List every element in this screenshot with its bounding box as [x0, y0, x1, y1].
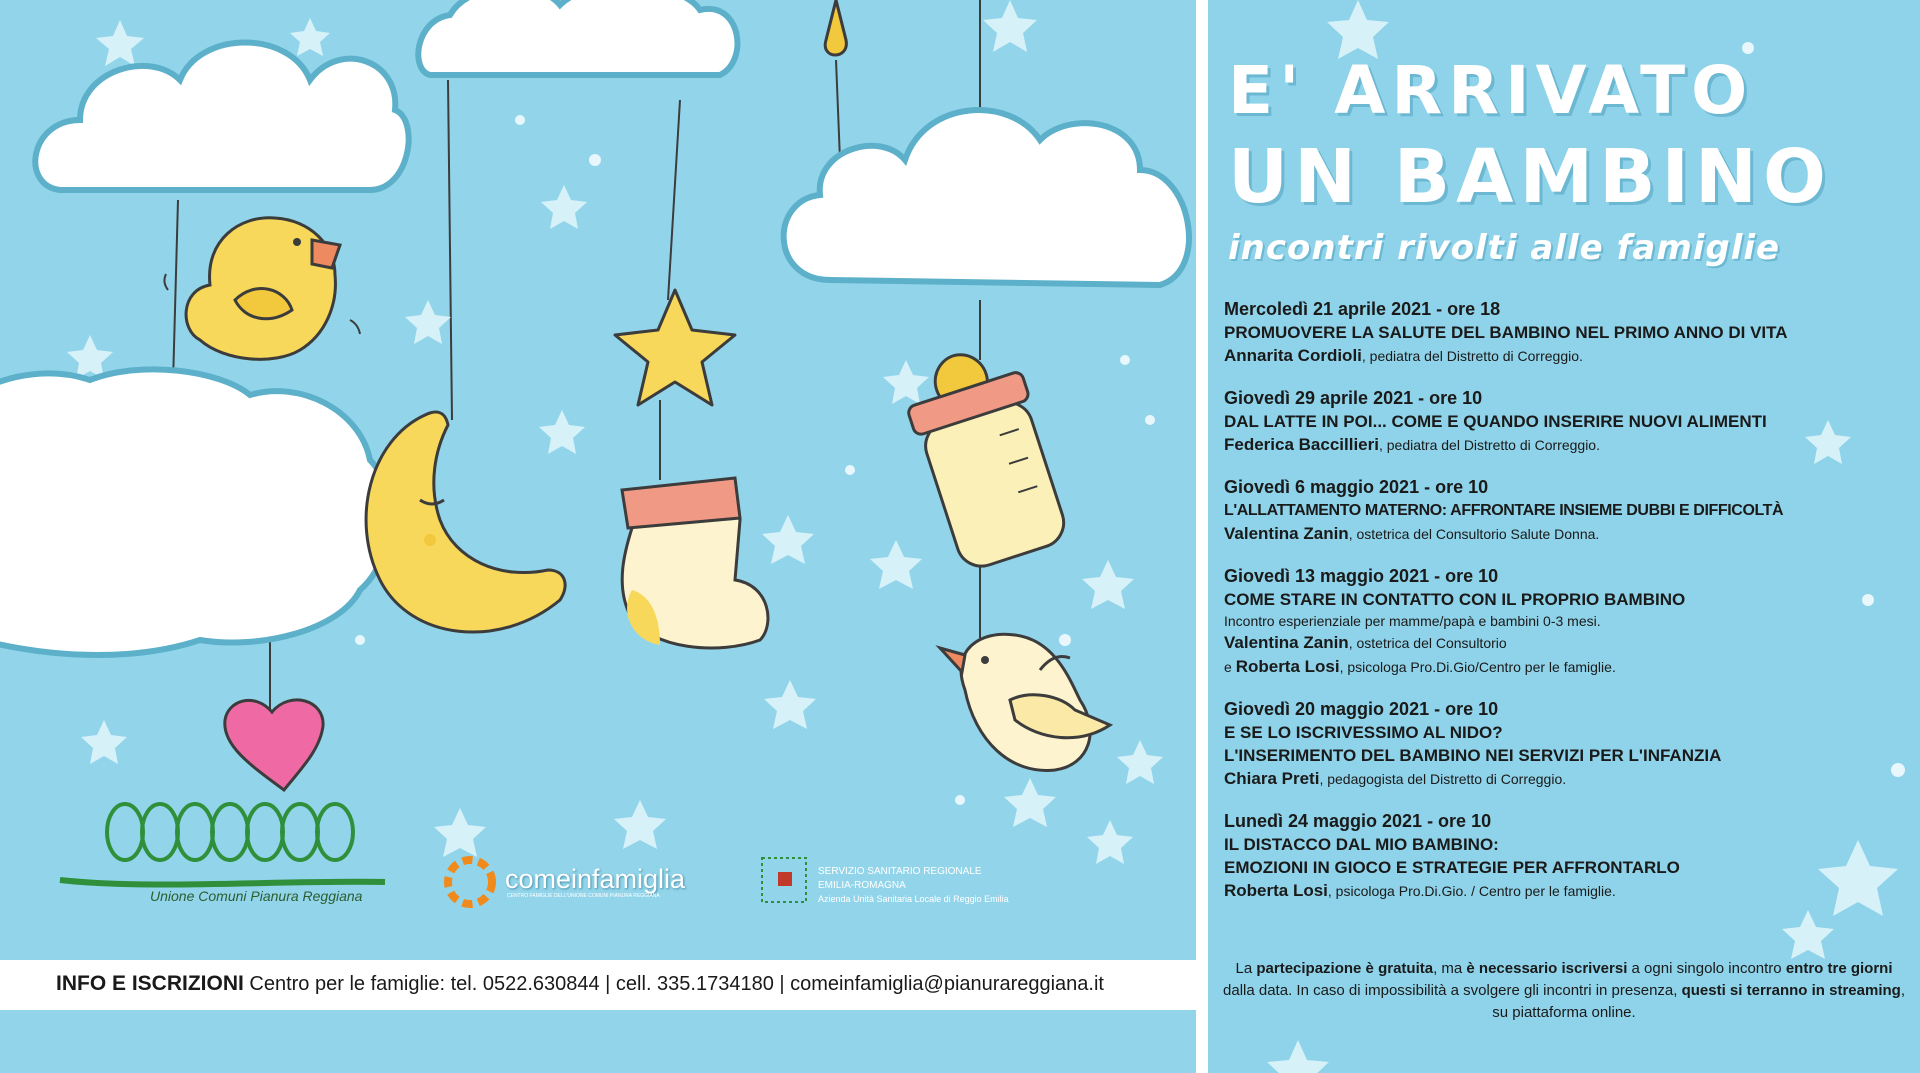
- comeinfamiglia-logo-subtext: CENTRO FAMIGLIE DELL'UNIONE COMUNI PIANURA REGGIANA: [507, 893, 660, 899]
- speaker-name: Chiara Preti: [1224, 769, 1320, 788]
- event-speaker: [1224, 433, 1914, 457]
- bg-star-icon: [290, 18, 330, 56]
- cloud-icon: [0, 369, 390, 655]
- event-title: IL DISTACCO DAL MIO BAMBINO:: [1224, 835, 1499, 854]
- speaker-name: Federica Baccillieri: [1224, 435, 1379, 454]
- speaker-role: , psicologa Pro.Di.Gio. / Centro per le famiglie.: [1327, 883, 1616, 899]
- bg-star-icon: [434, 808, 486, 857]
- heart-icon: [225, 700, 323, 790]
- speaker-role: , pediatra del Distretto di Correggio.: [1361, 348, 1583, 364]
- info-label: INFO E ISCRIZIONI: [56, 972, 244, 995]
- page-subtitle: incontri rivolti alle famiglie: [1228, 228, 1781, 268]
- event-title: PROMUOVERE LA SALUTE DEL BAMBINO NEL PRIMO ANNO DI VITA: [1224, 323, 1788, 342]
- duck-icon: [164, 218, 360, 360]
- event-title: L'ALLATTAMENTO MATERNO: AFFRONTARE INSIEME DUBBI E DIFFICOLTÀ: [1224, 502, 1784, 519]
- bg-star-icon: [1087, 820, 1133, 864]
- bg-star-icon: [405, 300, 451, 344]
- speaker-name: Roberta Losi: [1235, 657, 1340, 676]
- speaker-role: , pediatra del Distretto di Correggio.: [1378, 437, 1600, 453]
- event-speaker: [1224, 631, 1914, 655]
- speaker-prefix: e: [1224, 659, 1236, 675]
- moon-icon: [366, 412, 565, 632]
- event-speaker: [1224, 344, 1914, 368]
- baby-bottle-icon: [896, 337, 1075, 574]
- note-text: dalla data. In caso di impossibilità a svolgere gli incontri in presenza,: [1223, 982, 1682, 999]
- speaker-name: Valentina Zanin: [1224, 524, 1349, 543]
- note-bold: partecipazione è gratuita: [1256, 960, 1434, 977]
- bg-star-icon: [541, 185, 587, 229]
- event-date: Giovedì 13 maggio 2021 - ore 10: [1224, 566, 1499, 586]
- event-item: [1224, 475, 1914, 546]
- note-text: a ogni singolo incontro: [1627, 960, 1786, 977]
- event-item: [1224, 386, 1914, 457]
- event-item: [1224, 297, 1914, 368]
- event-item: [1224, 564, 1914, 679]
- event-item: [1224, 697, 1914, 791]
- event-date: Giovedì 6 maggio 2021 - ore 10: [1224, 477, 1489, 497]
- note-bold: entro tre giorni: [1785, 960, 1893, 977]
- note-text: La: [1235, 960, 1257, 977]
- bg-star-icon: [764, 680, 816, 729]
- event-note: Incontro esperienziale per mamme/papà e bambini 0-3 mesi.: [1224, 613, 1601, 629]
- speaker-role: , ostetrica del Consultorio: [1348, 635, 1507, 651]
- event-date: Giovedì 20 maggio 2021 - ore 10: [1224, 699, 1499, 719]
- bg-star-icon: [1327, 0, 1389, 59]
- event-title: EMOZIONI IN GIOCO E STRATEGIE PER AFFRONTARLO: [1224, 858, 1680, 877]
- bg-star-icon: [96, 20, 144, 66]
- star-icon: [615, 290, 735, 405]
- speaker-role: , pedagogista del Distretto di Correggio.: [1319, 771, 1567, 787]
- bg-star-icon: [870, 540, 922, 589]
- bg-star-icon: [539, 410, 585, 454]
- events-list: [1224, 297, 1914, 921]
- unione-logo-text: Unione Comuni Pianura Reggiana: [150, 888, 363, 904]
- ssr-logo-icon: [762, 858, 806, 902]
- divider: [1196, 0, 1208, 1073]
- cloud-icon: [35, 43, 408, 191]
- speaker-name: Roberta Losi: [1224, 881, 1328, 900]
- note-text: , ma: [1433, 960, 1467, 977]
- event-date: Mercoledì 21 aprile 2021 - ore 18: [1224, 299, 1501, 319]
- event-speaker: [1224, 879, 1914, 903]
- ssr-logo-line1: SERVIZIO SANITARIO REGIONALE: [818, 866, 982, 877]
- bird-icon: [940, 634, 1110, 770]
- bg-star-icon: [1082, 560, 1134, 609]
- sock-icon: [622, 478, 768, 648]
- bg-star-icon: [1004, 778, 1056, 827]
- speaker-name: Valentina Zanin: [1224, 633, 1349, 652]
- event-title: DAL LATTE IN POI... COME E QUANDO INSERIRE NUOVI ALIMENTI: [1224, 412, 1767, 431]
- comeinfamiglia-logo-icon: [448, 860, 492, 904]
- speaker-role: , psicologa Pro.Di.Gio/Centro per le famiglie.: [1339, 659, 1616, 675]
- event-speaker: [1224, 655, 1914, 679]
- cloud-icon: [418, 0, 737, 75]
- bg-star-icon: [1267, 1040, 1329, 1073]
- unione-logo-icon: [60, 804, 385, 885]
- bg-star-icon: [883, 360, 929, 404]
- page-title-line1: E' ARRIVATO: [1228, 52, 1754, 129]
- bg-star-icon: [81, 720, 127, 764]
- event-speaker: [1224, 522, 1914, 546]
- info-bar: [0, 960, 1196, 1010]
- note-bold: è necessario iscriversi: [1466, 960, 1628, 977]
- note-text: , su piattaforma online.: [1492, 982, 1905, 1021]
- event-title: E SE LO ISCRIVESSIMO AL NIDO?: [1224, 723, 1503, 742]
- info-contacts: Centro per le famiglie: tel. 0522.630844 | cell. 335.1734180 | comeinfamiglia@pianurareggiana.it: [243, 973, 1104, 995]
- ssr-logo-line3: Azienda Unità Sanitaria Locale di Reggio Emilia: [818, 894, 1009, 904]
- participation-note: [1218, 958, 1910, 1024]
- program-panel: [1208, 0, 1920, 1073]
- event-item: [1224, 809, 1914, 903]
- cloud-icon: [784, 110, 1189, 285]
- speaker-role: , ostetrica del Consultorio Salute Donna.: [1348, 526, 1600, 542]
- note-bold: questi si terranno in streaming: [1681, 982, 1901, 999]
- bg-star-icon: [614, 800, 666, 849]
- comeinfamiglia-logo-text: comeinfamiglia: [505, 864, 686, 894]
- speaker-name: Annarita Cordioli: [1224, 346, 1362, 365]
- event-title: COME STARE IN CONTATTO CON IL PROPRIO BAMBINO: [1224, 590, 1686, 609]
- ssr-logo-line2: EMILIA-ROMAGNA: [818, 880, 906, 891]
- page-title-line2: UN BAMBINO: [1228, 134, 1832, 220]
- bg-star-icon: [762, 515, 814, 564]
- event-date: Lunedì 24 maggio 2021 - ore 10: [1224, 811, 1492, 831]
- bg-star-icon: [1117, 740, 1163, 784]
- event-title: L'INSERIMENTO DEL BAMBINO NEI SERVIZI PER L'INFANZIA: [1224, 746, 1722, 765]
- info-text: [56, 972, 1104, 996]
- bg-star-icon: [983, 0, 1037, 52]
- event-date: Giovedì 29 aprile 2021 - ore 10: [1224, 388, 1483, 408]
- event-speaker: [1224, 767, 1914, 791]
